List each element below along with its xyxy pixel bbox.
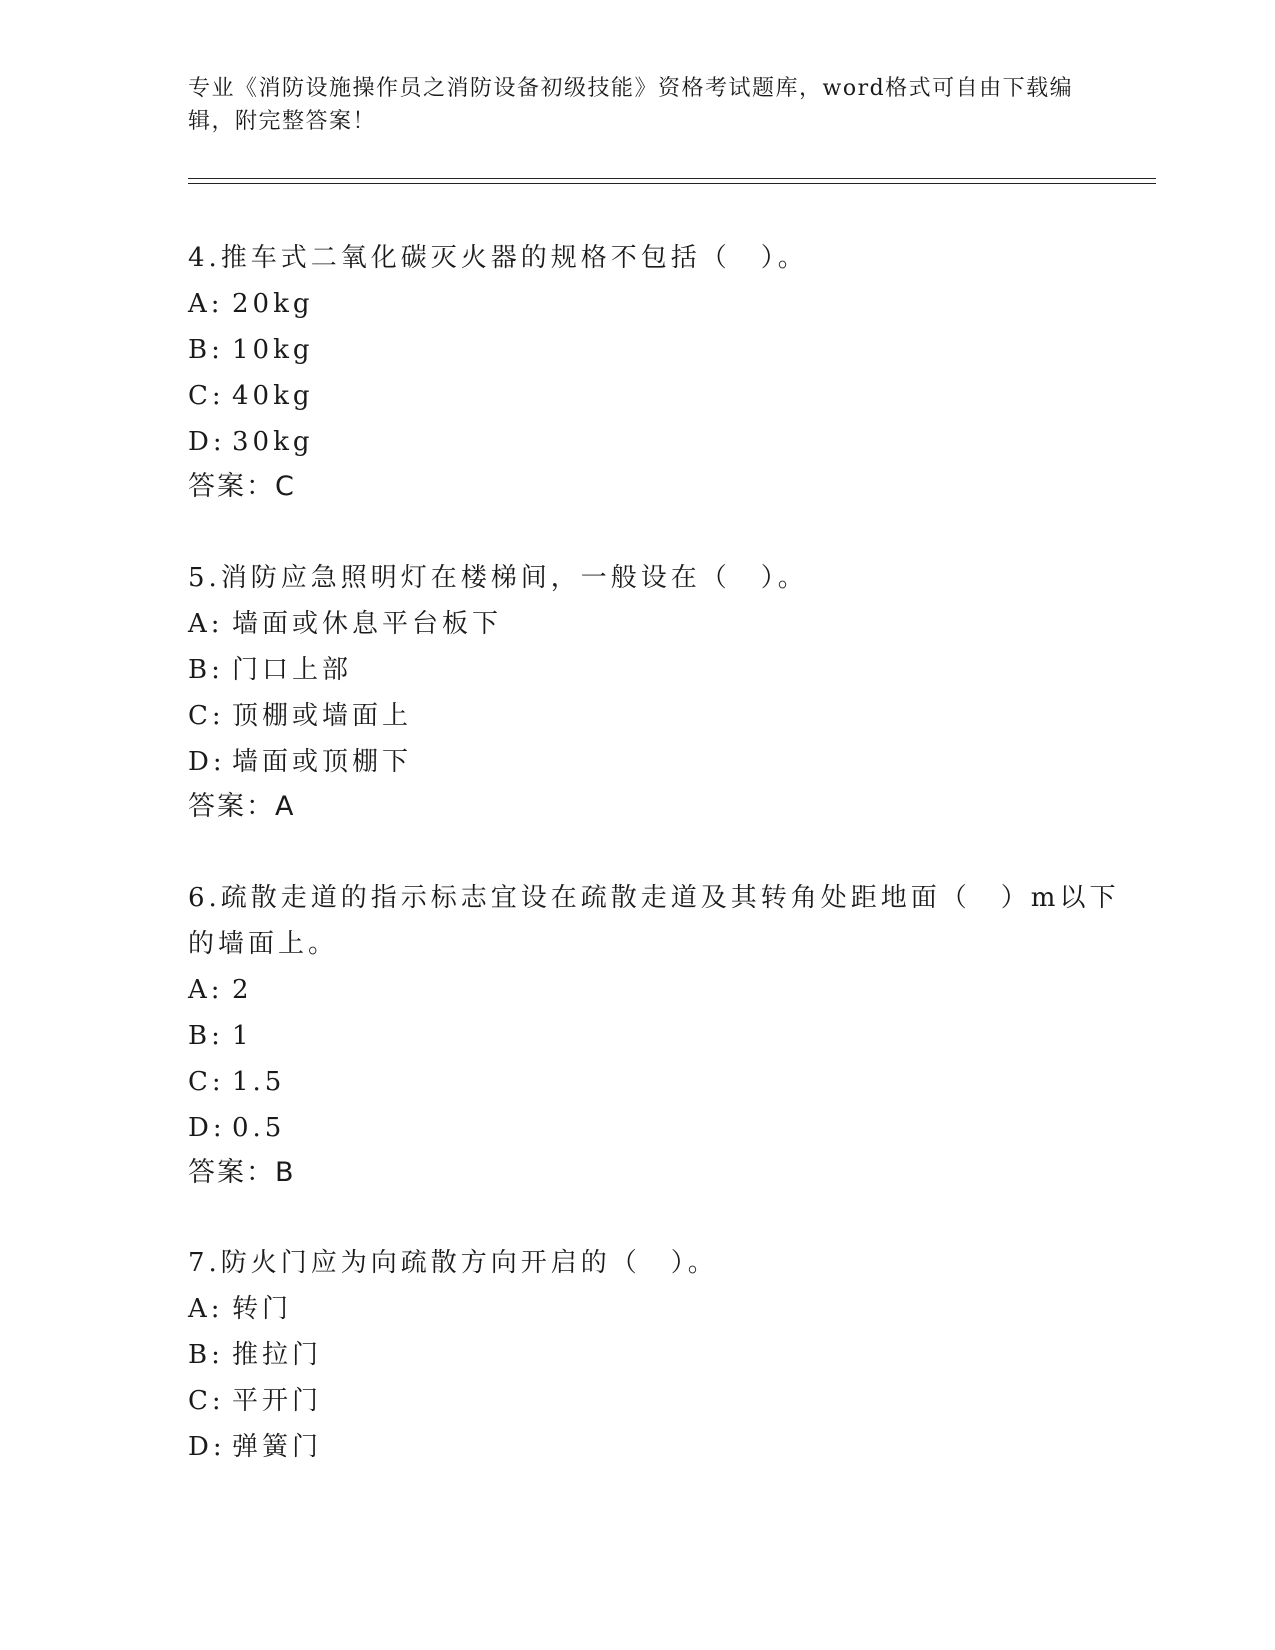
- option-d: [188, 739, 1128, 785]
- option-b: [188, 1013, 1128, 1059]
- option-text: 1: [232, 1021, 253, 1051]
- option-text: 20kg: [232, 289, 314, 319]
- option-letter: A:: [188, 289, 224, 319]
- option-text: 30kg: [232, 427, 314, 457]
- option-letter: A:: [188, 1294, 224, 1324]
- question-5: [188, 555, 1128, 829]
- option-text: 墙面或休息平台板下: [232, 609, 503, 639]
- question-stem: 6.疏散走道的指示标志宜设在疏散走道及其转角处距地面（ ）m以下的墙面上。: [188, 883, 1120, 959]
- question-stem: 7.防火门应为向疏散方向开启的（ ）。: [188, 1248, 718, 1278]
- option-text: 平开门: [232, 1386, 323, 1416]
- option-letter: D:: [188, 747, 226, 777]
- option-letter: C:: [188, 1386, 225, 1416]
- option-letter: B:: [188, 1340, 224, 1370]
- option-letter: C:: [188, 701, 225, 731]
- option-letter: B:: [188, 335, 224, 365]
- option-a: [188, 967, 1128, 1013]
- answer-line: 答案：B: [188, 1157, 296, 1188]
- option-text: 40kg: [232, 381, 314, 411]
- option-c: [188, 1059, 1128, 1105]
- option-text: 2: [232, 975, 253, 1005]
- option-d: [188, 1105, 1128, 1151]
- option-text: 转门: [232, 1294, 293, 1324]
- option-c: [188, 1378, 1128, 1424]
- option-text: 推拉门: [232, 1340, 323, 1370]
- answer-line: 答案：C: [188, 471, 296, 502]
- option-d: [188, 419, 1128, 465]
- option-text: 10kg: [232, 335, 314, 365]
- option-a: [188, 601, 1128, 647]
- option-c: [188, 693, 1128, 739]
- option-b: [188, 327, 1128, 373]
- option-letter: B:: [188, 1021, 224, 1051]
- option-text: 顶棚或墙面上: [232, 701, 413, 731]
- option-b: [188, 1332, 1128, 1378]
- option-text: 弹簧门: [232, 1432, 323, 1462]
- question-6: [188, 875, 1128, 1195]
- option-letter: D:: [188, 1432, 226, 1462]
- option-text: 门口上部: [232, 655, 353, 685]
- option-letter: D:: [188, 1113, 226, 1143]
- option-letter: D:: [188, 427, 226, 457]
- option-letter: C:: [188, 381, 225, 411]
- option-text: 1.5: [232, 1067, 286, 1097]
- option-letter: C:: [188, 1067, 225, 1097]
- option-a: [188, 281, 1128, 327]
- question-4: [188, 235, 1128, 509]
- document-intro: 专业《消防设施操作员之消防设备初级技能》资格考试题库，word格式可自由下载编辑，附完整答案！: [188, 76, 1074, 134]
- answer-line: 答案：A: [188, 791, 296, 822]
- option-text: 墙面或顶棚下: [232, 747, 413, 777]
- option-letter: B:: [188, 655, 224, 685]
- header-divider: [188, 178, 1156, 184]
- option-text: 0.5: [232, 1113, 286, 1143]
- question-stem: 4.推车式二氧化碳灭火器的规格不包括（ ）。: [188, 243, 808, 273]
- option-letter: A:: [188, 975, 224, 1005]
- option-a: [188, 1286, 1128, 1332]
- option-letter: A:: [188, 609, 224, 639]
- option-c: [188, 373, 1128, 419]
- question-7: [188, 1240, 1128, 1470]
- question-stem: 5.消防应急照明灯在楼梯间，一般设在（ ）。: [188, 563, 808, 593]
- option-b: [188, 647, 1128, 693]
- option-d: [188, 1424, 1128, 1470]
